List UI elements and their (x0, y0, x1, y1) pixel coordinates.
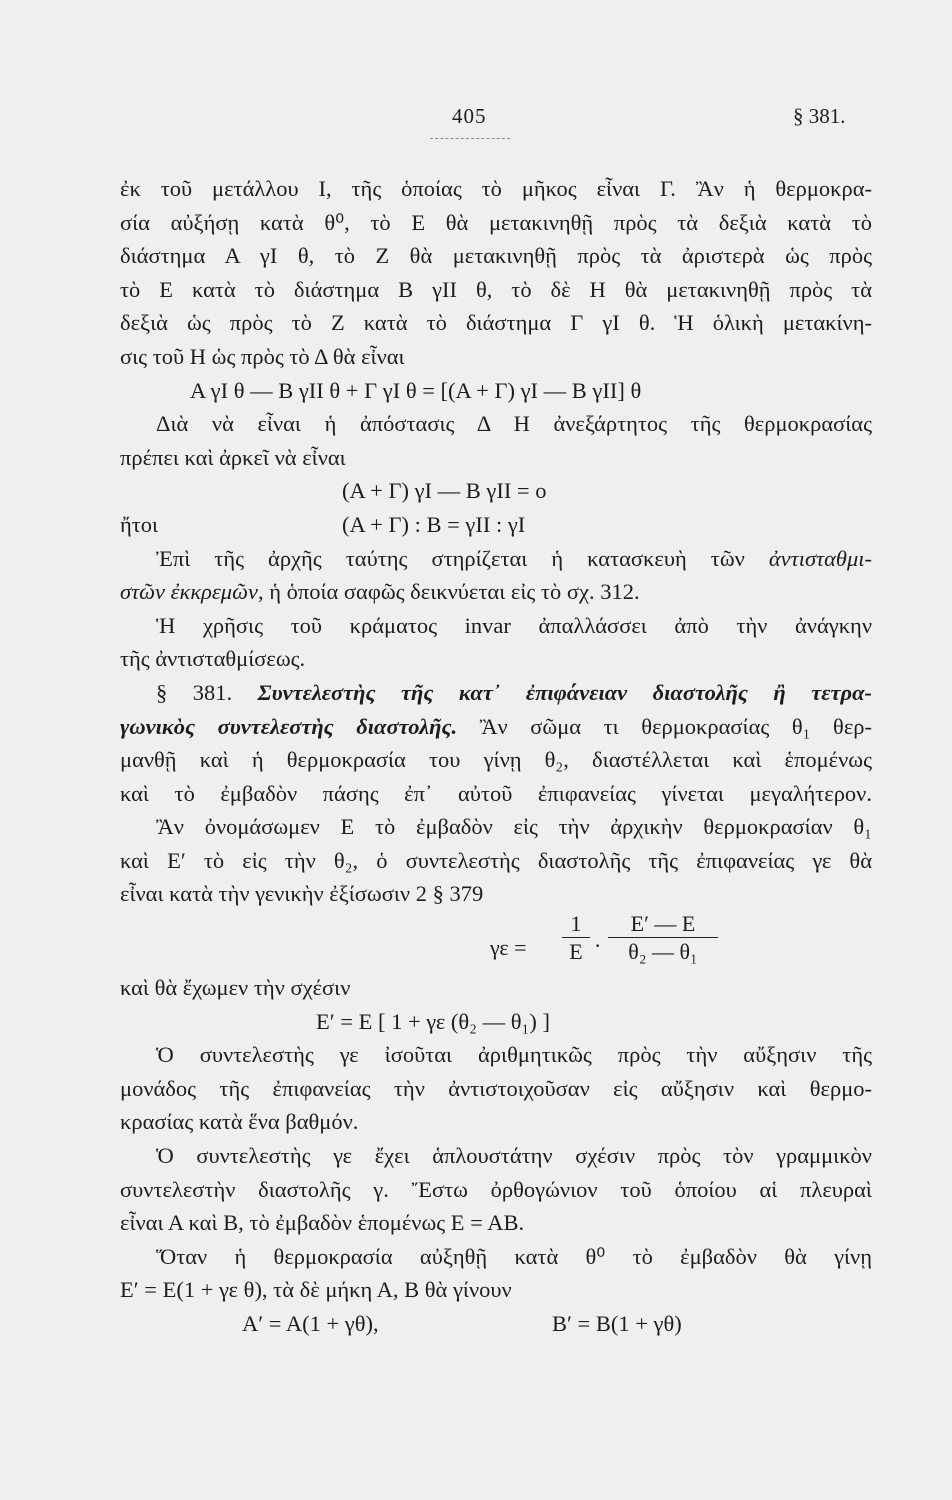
text-line: καὶ θὰ ἔχωμεν τὴν σχέσιν (120, 975, 351, 1001)
page-number: 405 (452, 104, 487, 128)
page-number-rule (430, 138, 510, 139)
text-line: συντελεστὴν διαστολῆς γ. Ἔστω ὀρθογώνιον τοῦ ὁποίου αἱ πλευραὶ (120, 1176, 872, 1202)
text-line: Διὰ νὰ εἶναι ἡ ἀπόστασις Δ Η ἀνεξάρτητος τῆς θερμοκρασίας (156, 411, 872, 437)
fraction-denominator: θ₂ — θ₁ (628, 939, 698, 965)
equation-6: Α′ = Α(1 + γθ), Β′ = Β(1 + γθ) (242, 1311, 682, 1336)
equation-label: ἤτοι (120, 511, 159, 537)
fraction-numerator: 1 (562, 911, 590, 938)
text-line: διάστημα Α γΙ θ, τὸ Ζ θὰ μετακινηθῇ πρὸς τὰ ἀριστερὰ ὡς πρὸς (120, 243, 872, 269)
body-text (120, 172, 872, 1341)
text-line: δεξιὰ ὡς πρὸς τὸ Ζ κατὰ τὸ διάστημα Γ γΙ θ. Ἡ ὁλικὴ μετακίνη- (120, 310, 872, 336)
text-line: Ὁ συντελεστὴς γε ἰσοῦται ἀριθμητικῶς πρὸς τὴν αὔξησιν τῆς (156, 1042, 872, 1068)
text-line: εἶναι κατὰ τὴν γενικὴν ἐξίσωσιν 2 § 379 (120, 881, 484, 907)
text-line: Ὅταν ἡ θερμοκρασία αὐξηθῇ κατὰ θ⁰ τὸ ἐμβαδὸν θὰ γίνῃ (156, 1243, 872, 1269)
section-title: Συντελεστὴς τῆς κατ᾽ ἐπιφάνειαν διαστολῆς ἢ τετρα- (257, 679, 873, 705)
text-line: μανθῇ καὶ ἡ θερμοκρασία του γίνῃ θ₂, διαστέλλεται καὶ ἑπομένως (120, 747, 872, 773)
text-line: Ἐπὶ τῆς ἀρχῆς ταύτης στηρίζεται ἡ κατασκευὴ τῶν ἀντισταθμι- (156, 545, 872, 571)
equation-2: (Α + Γ) γΙ — Β γΙΙ = ο (342, 478, 547, 504)
text-line: μονάδος τῆς ἐπιφανείας τὴν ἀντιστοιχοῦσαν εἰς αὔξησιν καὶ θερμο- (120, 1075, 872, 1101)
page-header (0, 100, 952, 140)
section-heading-line: γωνικὸς συντελεστὴς διαστολῆς. Ἂν σῶμα τι θερμοκρασίας θ₁ θερ- (120, 713, 873, 739)
text-line: Ὁ συντελεστὴς γε ἔχει ἁπλουστάτην σχέσιν πρὸς τὸν γραμμικὸν (156, 1143, 872, 1169)
text-line: σις τοῦ Η ὡς πρὸς τὸ Δ θὰ εἶναι (120, 343, 405, 369)
multiplication-dot: · (594, 933, 602, 959)
text-line: καὶ Ε′ τὸ εἰς τὴν θ₂, ὁ συντελεστὴς διαστολῆς τῆς ἐπιφανείας γε θὰ (120, 847, 872, 873)
fraction-numerator: Ε′ — Ε (608, 911, 718, 938)
text-line: καὶ τὸ ἐμβαδὸν πάσης ἐπ᾽ αὐτοῦ ἐπιφανείας γίνεται μεγαλήτερον. (120, 780, 872, 806)
text-line: κρασίας κατὰ ἕνα βαθμόν. (120, 1109, 359, 1135)
text-line: Ἂν ὀνομάσωμεν Ε τὸ ἐμβαδὸν εἰς τὴν ἀρχικὴν θερμοκρασίαν θ₁ (156, 814, 872, 840)
fraction-denominator: Ε (569, 939, 583, 965)
equation-fraction (120, 911, 872, 971)
text-line: τῆς ἀντισταθμίσεως. (120, 646, 306, 672)
equation-1: Α γΙ θ — Β γΙΙ θ + Γ γΙ θ = [(Α + Γ) γΙ — Β γΙΙ] θ (190, 377, 642, 403)
section-title: γωνικὸς συντελεστὴς διαστολῆς. (120, 713, 458, 739)
section-reference: § 381. (793, 104, 846, 128)
text-line: Ε′ = Ε(1 + γε θ), τὰ δὲ μήκη Α, Β θὰ γίνουν (120, 1277, 512, 1303)
fraction-lhs: γε = (490, 935, 527, 961)
text-line: Ἡ χρῆσις τοῦ κράματος invar ἀπαλλάσσει ἀπὸ τὴν ἀνάγκην (156, 612, 872, 638)
text-line: εἶναι Α καὶ Β, τὸ ἐμβαδὸν ἑπομένως Ε = ΑΒ. (120, 1210, 525, 1236)
section-heading-line: § 381. Συντελεστὴς τῆς κατ᾽ ἐπιφάνειαν διαστολῆς ἢ τετρα- (156, 679, 873, 705)
text-line: σία αὐξήσῃ κατὰ θ⁰, τὸ Ε θὰ μετακινηθῇ πρὸς τὰ δεξιὰ κατὰ τὸ (120, 209, 872, 235)
text-line: πρέπει καὶ ἀρκεῖ νὰ εἶναι (120, 444, 346, 470)
equation-5: Ε′ = Ε [ 1 + γε (θ₂ — θ₁) ] (316, 1008, 551, 1034)
text-line: στῶν ἐκκρεμῶν, ἡ ὁποία σαφῶς δεικνύεται εἰς τὸ σχ. 312. (120, 579, 640, 605)
equation-3: ἤτοι (Α + Γ) : Β = γΙΙ : γΙ (120, 508, 872, 542)
text-line: τὸ Ε κατὰ τὸ διάστημα Β γΙΙ θ, τὸ δὲ Η θὰ μετακινηθῇ πρὸς τὰ (120, 276, 872, 302)
text-line: ἐκ τοῦ μετάλλου Ι, τῆς ὁποίας τὸ μῆκος εἶναι Γ. Ἂν ἡ θερμοκρα- (120, 176, 872, 201)
